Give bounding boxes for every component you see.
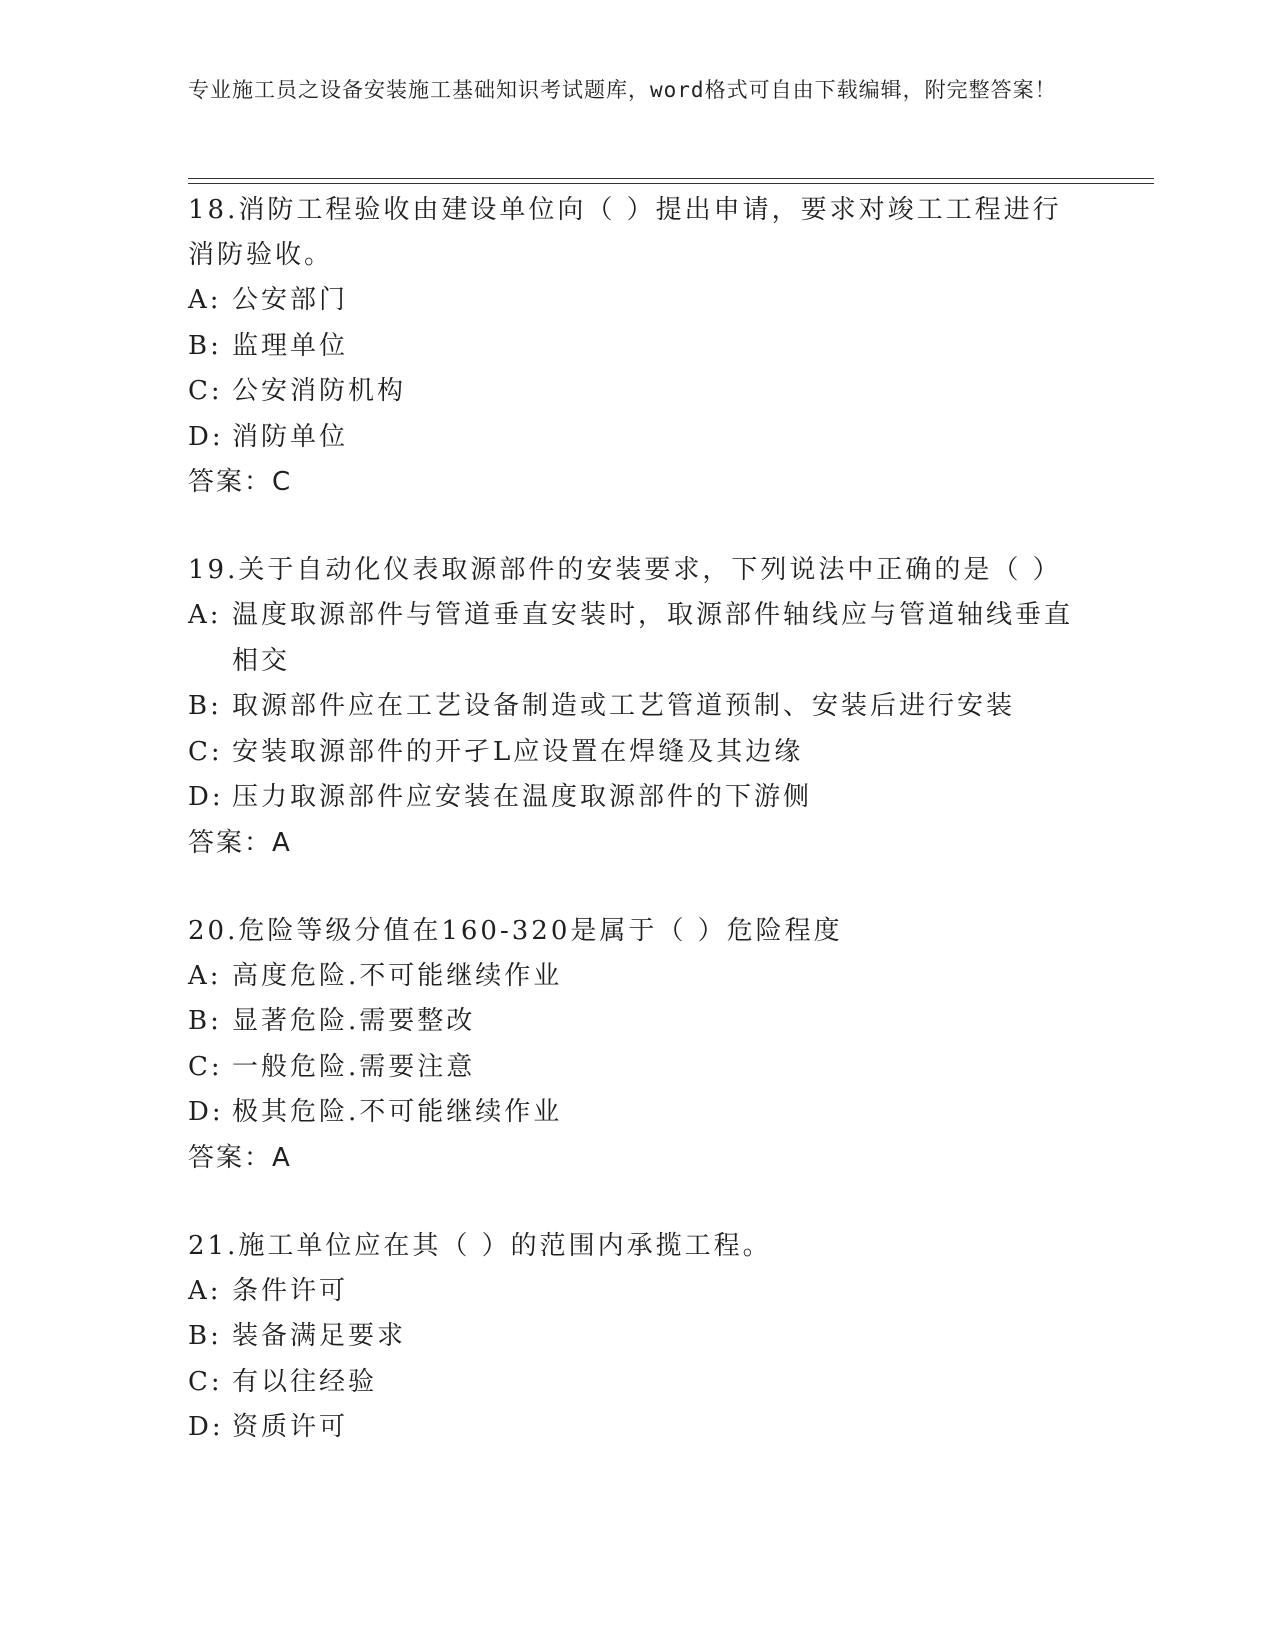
question-20 — [188, 909, 1088, 1181]
option-c — [188, 730, 1088, 776]
question-21 — [188, 1224, 1088, 1451]
question-stem: 18.消防工程验收由建设单位向（ ）提出申请，要求对竣工工程进行消防验收。 — [188, 195, 1062, 270]
option-letter: D: — [188, 782, 224, 812]
option-a — [188, 1269, 1088, 1315]
option-text: 高度危险.不可能继续作业 — [232, 960, 563, 991]
option-c — [188, 1360, 1088, 1406]
question-19 — [188, 548, 1088, 866]
option-text: 消防单位 — [232, 421, 349, 452]
option-d — [188, 1090, 1088, 1136]
option-text: 有以往经验 — [232, 1366, 378, 1397]
option-text: 一般危险.需要注意 — [232, 1051, 476, 1082]
answer-line: 答案：C — [188, 467, 293, 497]
option-text: 安装取源部件的开孑L应设置在焊缝及其边缘 — [232, 736, 804, 767]
option-letter: C: — [188, 376, 223, 406]
option-letter: B: — [188, 330, 222, 361]
answer-line: 答案：A — [188, 1142, 292, 1173]
option-letter: C: — [188, 736, 223, 767]
option-a — [188, 278, 1088, 324]
option-letter: D: — [188, 1412, 224, 1442]
option-text: 极其危险.不可能继续作业 — [232, 1097, 563, 1127]
option-a — [188, 954, 1088, 1000]
document-header: 专业施工员之设备安装施工基础知识考试题库，word格式可自由下载编辑，附完整答案！ — [188, 78, 1057, 102]
option-letter: A: — [188, 960, 222, 991]
option-d — [188, 775, 1088, 821]
option-letter: B: — [188, 1006, 222, 1036]
option-c — [188, 369, 1088, 415]
option-d — [188, 415, 1088, 461]
header-divider-bottom — [188, 183, 1154, 184]
option-b — [188, 999, 1088, 1045]
option-d — [188, 1405, 1088, 1451]
option-text: 资质许可 — [232, 1412, 349, 1442]
option-b — [188, 1314, 1088, 1360]
option-b — [188, 324, 1088, 370]
question-18 — [188, 188, 1088, 505]
option-text: 公安部门 — [232, 285, 349, 315]
option-letter: A: — [188, 1275, 222, 1306]
header-divider-top — [188, 178, 1154, 179]
option-text: 取源部件应在工艺设备制造或工艺管道预制、安装后进行安装 — [232, 691, 1016, 721]
option-text: 温度取源部件与管道垂直安装时，取源部件轴线应与管道轴线垂直相交 — [232, 600, 1074, 676]
option-letter: C: — [188, 1051, 223, 1082]
option-text: 压力取源部件应安装在温度取源部件的下游侧 — [232, 782, 813, 812]
answer-line: 答案：A — [188, 827, 292, 858]
question-list — [188, 188, 1088, 1451]
option-a — [188, 593, 1088, 684]
option-text: 监理单位 — [232, 330, 349, 361]
option-letter: B: — [188, 691, 222, 721]
option-letter: A: — [188, 600, 222, 630]
option-letter: C: — [188, 1366, 223, 1397]
option-text: 条件许可 — [232, 1275, 349, 1306]
option-b — [188, 684, 1088, 730]
option-letter: B: — [188, 1321, 222, 1351]
option-text: 公安消防机构 — [232, 376, 407, 406]
option-text: 装备满足要求 — [232, 1321, 407, 1351]
option-text: 显著危险.需要整改 — [232, 1006, 476, 1036]
question-stem: 20.危险等级分值在160-320是属于（ ）危险程度 — [188, 915, 843, 946]
question-stem: 19.关于自动化仪表取源部件的安装要求，下列说法中正确的是（ ） — [188, 555, 1062, 585]
option-letter: A: — [188, 285, 222, 315]
option-c — [188, 1045, 1088, 1091]
option-letter: D: — [188, 421, 224, 452]
option-letter: D: — [188, 1097, 224, 1127]
question-stem: 21.施工单位应在其（ ）的范围内承揽工程。 — [188, 1230, 772, 1261]
